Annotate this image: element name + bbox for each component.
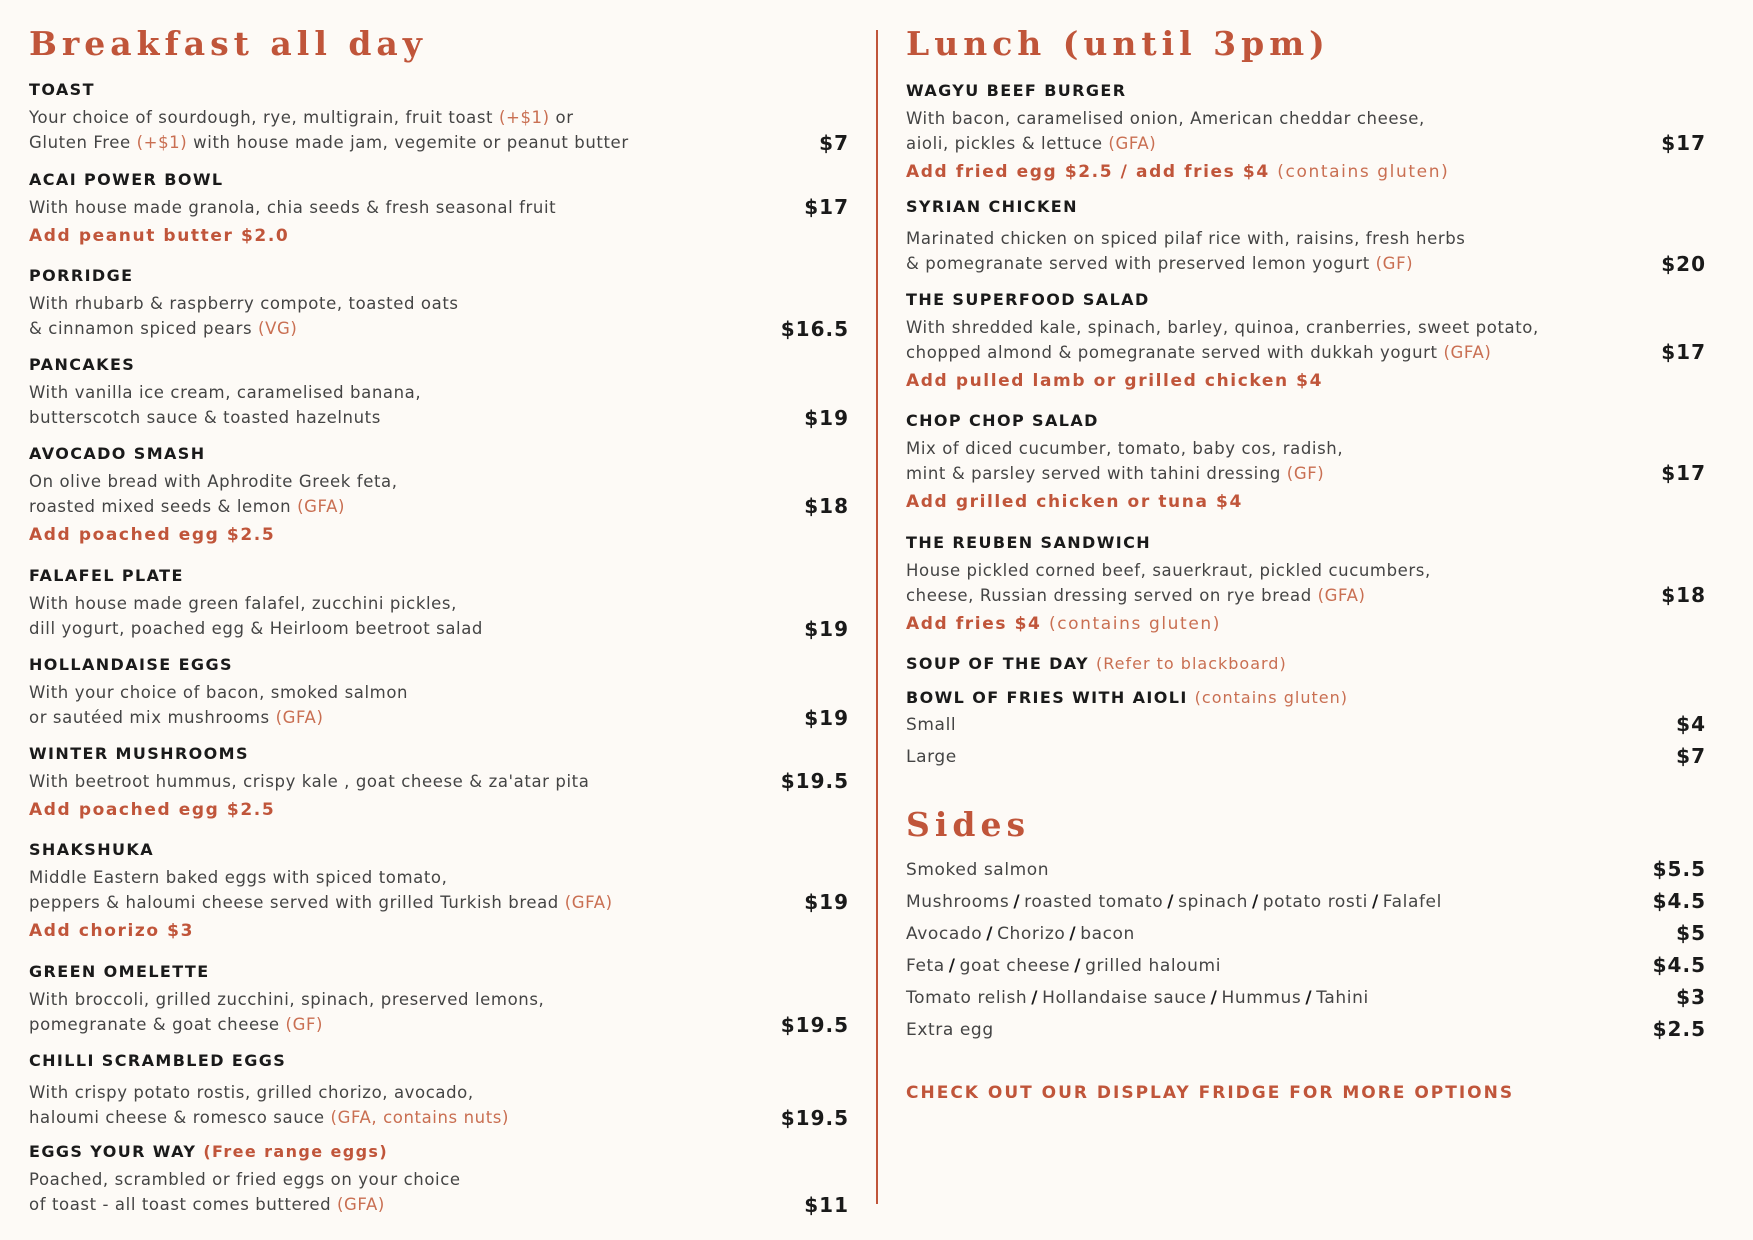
menu-item-shakshuka: SHAKSHUKA Middle Eastern baked eggs with spiced tomato, peppers & haloumi cheese served with grilled Turkish bread (GFA) $19 Add chorizo $3 [29,840,849,941]
breakfast-title: Breakfast all day [29,24,427,63]
item-price: $19.5 [780,1013,849,1037]
item-name: CHILLI SCRAMBLED EGGS [29,1051,287,1070]
item-price: $4.5 [1652,889,1706,913]
menu-item-superfood-salad: THE SUPERFOOD SALAD With shredded kale, spinach, barley, quinoa, cranberries, sweet potato, chopped almond & pomegranate served with dukkah yogurt (GFA) $17 Add pulled lamb or grilled chicken $4 [906,290,1706,391]
addon: Add grilled chicken or tuna $4 [906,492,1243,512]
item-name: AVOCADO SMASH [29,444,206,463]
item-name: TOAST [29,80,95,99]
item-price: $4 [1676,712,1706,736]
menu-item-pancakes: PANCAKES With vanilla ice cream, caramelised banana, butterscotch sauce & toasted hazelnuts $19 [29,355,849,430]
display-fridge-callout: CHECK OUT OUR DISPLAY FRIDGE FOR MORE OPTIONS [906,1083,1515,1103]
menu-item-syrian-chicken: SYRIAN CHICKEN Marinated chicken on spiced pilaf rice with, raisins, fresh herbs & pomegranate served with preserved lemon yogurt (GF) $20 [906,197,1706,276]
item-price: $18 [1661,583,1706,607]
item-name: WINTER MUSHROOMS [29,744,249,763]
menu-item-chop-chop-salad: CHOP CHOP SALAD Mix of diced cucumber, tomato, baby cos, radish, mint & parsley served with tahini dressing (GF) $17 Add grilled chicken or tuna $4 [906,411,1706,512]
item-price: $16.5 [780,317,849,341]
item-price: $20 [1661,252,1706,276]
fries-small: Small $4 [906,712,1706,736]
menu-item-hollandaise: HOLLANDAISE EGGS With your choice of bacon, smoked salmon or sautéed mix mushrooms (GFA) $19 [29,655,849,730]
menu-item-eggs-your-way: EGGS YOUR WAY (Free range eggs) Poached, scrambled or fried eggs on your choice of toast - all toast comes buttered (GFA) $11 [29,1142,849,1217]
item-price: $17 [1661,461,1706,485]
item-price: $19.5 [780,1106,849,1130]
item-price: $18 [804,494,849,518]
item-name: PORRIDGE [29,266,134,285]
addon: Add pulled lamb or grilled chicken $4 [906,371,1324,391]
sides-list [906,857,1706,1052]
side-row: Mushrooms / roasted tomato / spinach / potato rosti / Falafel $4.5 [906,889,1706,913]
item-name: FALAFEL PLATE [29,566,184,585]
item-name: PANCAKES [29,355,136,374]
item-price: $19 [804,706,849,730]
menu-item-soup: SOUP OF THE DAY (Refer to blackboard) [906,654,1287,673]
item-price: $11 [804,1193,849,1217]
menu-item-acai: ACAI POWER BOWL With house made granola, chia seeds & fresh seasonal fruit $17 Add peanut butter $2.0 [29,170,849,246]
lunch-title: Lunch (until 3pm) [906,24,1330,63]
item-name: THE SUPERFOOD SALAD [906,290,1150,309]
addon: Add poached egg $2.5 [29,525,276,545]
menu-item-toast: TOAST Your choice of sourdough, rye, multigrain, fruit toast (+$1) or Gluten Free (+$1) with house made jam, vegemite or peanut butter $7 [29,80,849,155]
item-name: ACAI POWER BOWL [29,170,224,189]
menu-item-falafel: FALAFEL PLATE With house made green falafel, zucchini pickles, dill yogurt, poached egg & Heirloom beetroot salad $19 [29,566,849,641]
item-price: $2.5 [1652,1017,1706,1041]
item-name: WAGYU BEEF BURGER [906,81,1127,100]
item-price: $7 [1676,744,1706,768]
menu-item-chilli-eggs: CHILLI SCRAMBLED EGGS With crispy potato rostis, grilled chorizo, avocado, haloumi cheese & romesco sauce (GFA, contains nuts) $19.5 [29,1051,849,1130]
menu-item-green-omelette: GREEN OMELETTE With broccoli, grilled zucchini, spinach, preserved lemons, pomegranate & goat cheese (GF) $19.5 [29,962,849,1037]
item-price: $19 [804,617,849,641]
item-name: GREEN OMELETTE [29,962,210,981]
item-price: $17 [804,195,849,219]
item-price: $19.5 [780,769,849,793]
item-name: BOWL OF FRIES WITH AIOLI [906,688,1195,707]
side-row: Feta / goat cheese / grilled haloumi $4.5 [906,953,1706,977]
item-name: CHOP CHOP SALAD [906,411,1099,430]
menu-item-porridge: PORRIDGE With rhubarb & raspberry compote, toasted oats & cinnamon spiced pears (VG) $16.5 [29,266,849,341]
item-price: $7 [819,131,849,155]
menu-item-fries: BOWL OF FRIES WITH AIOLI (contains gluten) Small $4 Large $7 [906,688,1706,779]
item-price: $17 [1661,131,1706,155]
item-price: $5 [1676,921,1706,945]
side-row: Smoked salmon $5.5 [906,857,1706,881]
item-name: EGGS YOUR WAY [29,1142,204,1161]
fries-large: Large $7 [906,744,1706,768]
side-row: Tomato relish / Hollandaise sauce / Hummus / Tahini $3 [906,985,1706,1009]
sides-title: Sides [906,805,1031,844]
addon: Add poached egg $2.5 [29,800,276,820]
item-price: $19 [804,890,849,914]
item-name: SYRIAN CHICKEN [906,197,1078,216]
menu-item-avocado: AVOCADO SMASH On olive bread with Aphrodite Greek feta, roasted mixed seeds & lemon (GFA) $18 Add poached egg $2.5 [29,444,849,545]
item-price: $17 [1661,340,1706,364]
addon: Add chorizo $3 [29,921,195,941]
side-row: Extra egg $2.5 [906,1017,1706,1041]
addon: Add fried egg $2.5 / add fries $4 (contains gluten) [906,162,1450,182]
item-price: $4.5 [1652,953,1706,977]
item-price: $5.5 [1652,857,1706,881]
column-divider [876,30,878,1204]
item-price: $3 [1676,985,1706,1009]
side-row: Avocado / Chorizo / bacon $5 [906,921,1706,945]
menu-item-winter-mushrooms: WINTER MUSHROOMS With beetroot hummus, crispy kale , goat cheese & za'atar pita $19.5 Add poached egg $2.5 [29,744,849,820]
item-name: HOLLANDAISE EGGS [29,655,233,674]
item-name: SHAKSHUKA [29,840,154,859]
menu-item-reuben-sandwich: THE REUBEN SANDWICH House pickled corned beef, sauerkraut, pickled cucumbers, cheese, Russian dressing served on rye bread (GFA) $18 Add fries $4 (contains gluten) [906,533,1706,634]
addon: Add fries $4 (contains gluten) [906,614,1221,634]
menu-item-wagyu-burger: WAGYU BEEF BURGER With bacon, caramelised onion, American cheddar cheese, aioli, pickles & lettuce (GFA) $17 Add fried egg $2.5 / add fries $4 (contains gluten) [906,81,1706,182]
item-name: SOUP OF THE DAY [906,654,1097,673]
addon: Add peanut butter $2.0 [29,226,290,246]
item-price: $19 [804,406,849,430]
item-name: THE REUBEN SANDWICH [906,533,1152,552]
